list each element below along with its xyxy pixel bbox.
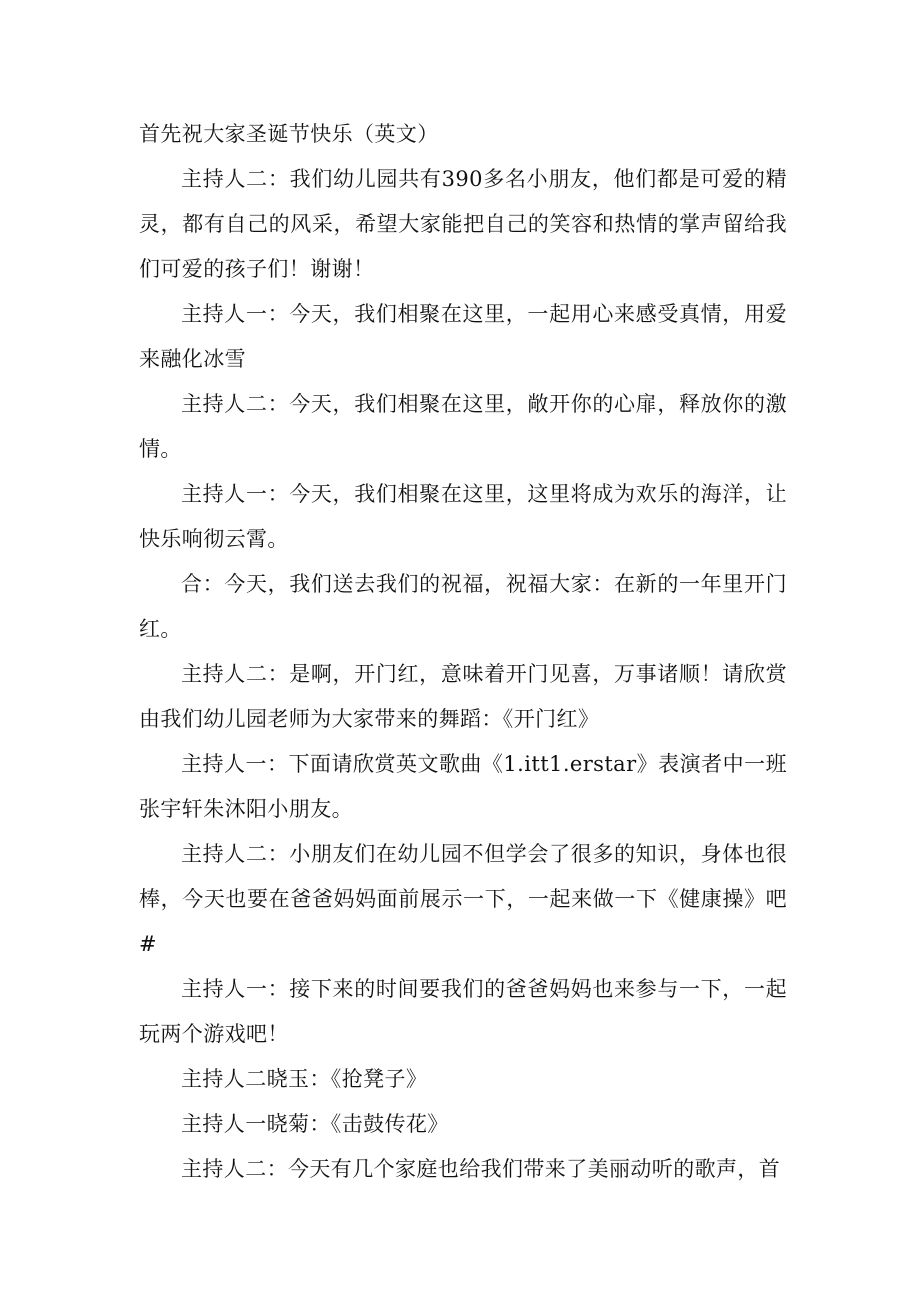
paragraph-host2-exercise: 主持人二：小朋友们在幼儿园不但学会了很多的知识，身体也很棒，今天也要在爸爸妈妈面前展示一下，一起来做一下《健康操》吧# [139,842,787,956]
paragraph-host2-dance: 主持人二：是啊，开门红，意味着开门见喜，万事诸顺！请欣赏由我们幼儿园老师为大家带来的舞蹈：《开门红》 [139,662,787,731]
paragraph-game-drum: 主持人一晓菊：《击鼓传花》 [181,1112,449,1136]
paragraph-host1-joy: 主持人一：今天，我们相聚在这里，这里将成为欢乐的海洋，让快乐响彻云霄。 [139,482,787,551]
paragraph-host2-passion: 主持人二：今天，我们相聚在这里，敞开你的心扉，释放你的激情。 [139,392,787,461]
paragraph-greeting: 首先祝大家圣诞节快乐（英文） [139,122,439,146]
paragraph-host2-intro: 主持人二：我们幼儿园共有390多名小朋友，他们都是可爱的精灵，都有自己的风采，希望大家能把自己的笑容和热情的掌声留给我们可爱的孩子们！谢谢！ [139,167,787,281]
paragraph-host1-feelings: 主持人一：今天，我们相聚在这里，一起用心来感受真情，用爱来融化冰雪 [139,302,787,371]
paragraph-together-blessing: 合：今天，我们送去我们的祝福，祝福大家：在新的一年里开门红。 [139,572,787,641]
paragraph-game-chairs: 主持人二晓玉：《抢凳子》 [181,1067,428,1091]
paragraph-host2-families: 主持人二：今天有几个家庭也给我们带来了美丽动听的歌声，首 [181,1157,781,1181]
paragraph-host1-song: 主持人一：下面请欣赏英文歌曲《1.itt1.erstar》表演者中一班张宇轩朱沐阳小朋友。 [139,752,787,821]
paragraph-host1-games: 主持人一：接下来的时间要我们的爸爸妈妈也来参与一下，一起玩两个游戏吧！ [139,977,787,1046]
document-body [139,112,787,1192]
